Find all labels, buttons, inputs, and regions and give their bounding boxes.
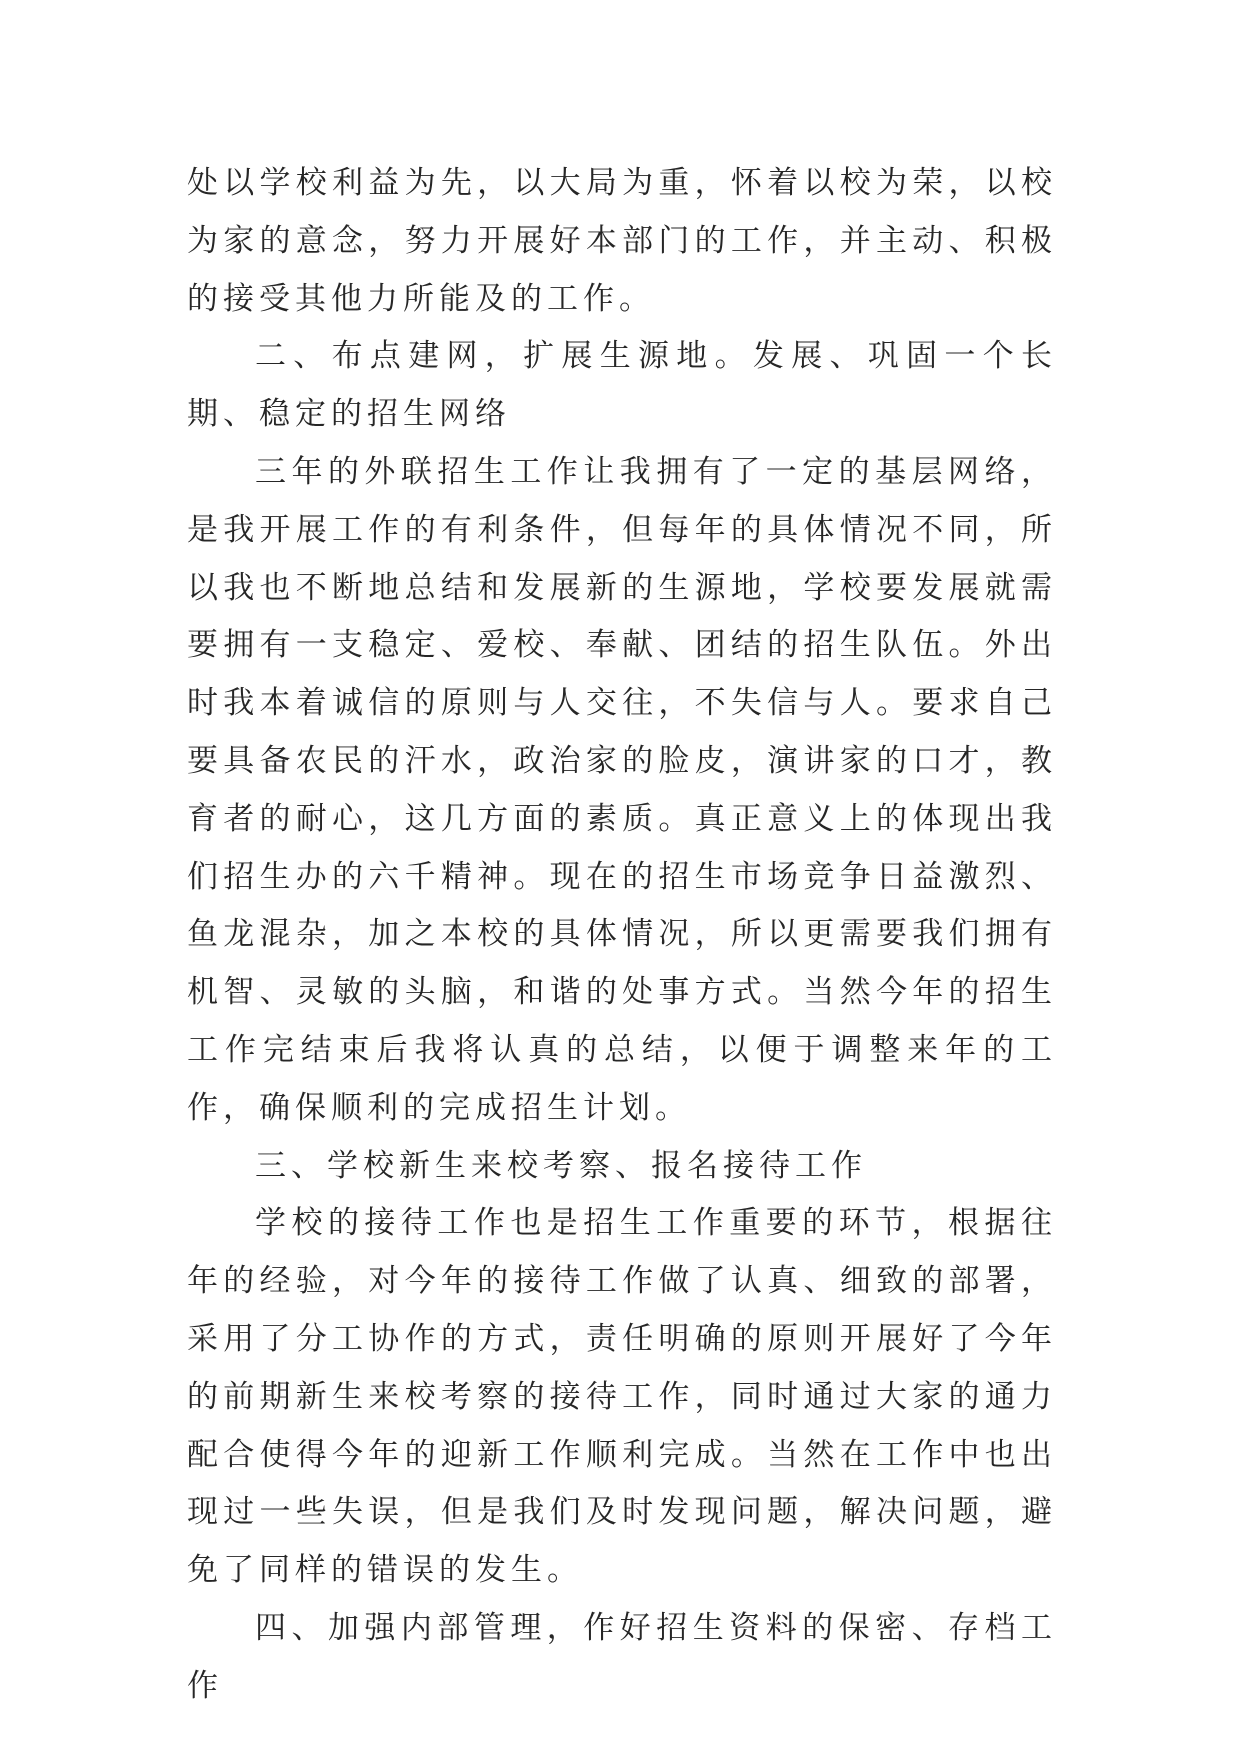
paragraph-network: 三年的外联招生工作让我拥有了一定的基层网络，是我开展工作的有利条件，但每年的具体情况不同，所以我也不断地总结和发展新的生源地，学校要发展就需要拥有一支稳定、爱校、奉献、团结的招生队伍。外出时我本着诚信的原则与人交往，不失信与人。要求自己要具备农民的汗水，政治家的脸皮，演讲家的口才，教育者的耐心，这几方面的素质。真正意义上的体现出我们招生办的六千精神。现在的招生市场竞争日益激烈、鱼龙混杂，加之本校的具体情况，所以更需要我们拥有机智、灵敏的头脑，和谐的处事方式。当然今年的招生工作完结束后我将认真的总结，以便于调整来年的工作，确保顺利的完成招生计划。 xyxy=(187,453,1057,1126)
paragraph-reception: 学校的接待工作也是招生工作重要的环节，根据往年的经验，对今年的接待工作做了认真、细致的部署，采用了分工协作的方式，责任明确的原则开展好了今年的前期新生来校考察的接待工作，同时通过大家的通力配合使得今年的迎新工作顺利完成。当然在工作中也出现过一些失误，但是我们及时发现问题，解决问题，避免了同样的错误的发生。 xyxy=(187,1205,1057,1589)
section-heading-4: 四、加强内部管理，作好招生资料的保密、存档工作 xyxy=(187,1609,1057,1704)
section-heading-3: 三、学校新生来校考察、报名接待工作 xyxy=(255,1147,867,1184)
document-body xyxy=(187,155,1057,1716)
paragraph-continuation: 处以学校利益为先，以大局为重，怀着以校为荣，以校为家的意念，努力开展好本部门的工作，并主动、积极的接受其他力所能及的工作。 xyxy=(187,165,1057,317)
section-heading-2: 二、布点建网，扩展生源地。发展、巩固一个长期、稳定的招生网络 xyxy=(187,338,1057,433)
